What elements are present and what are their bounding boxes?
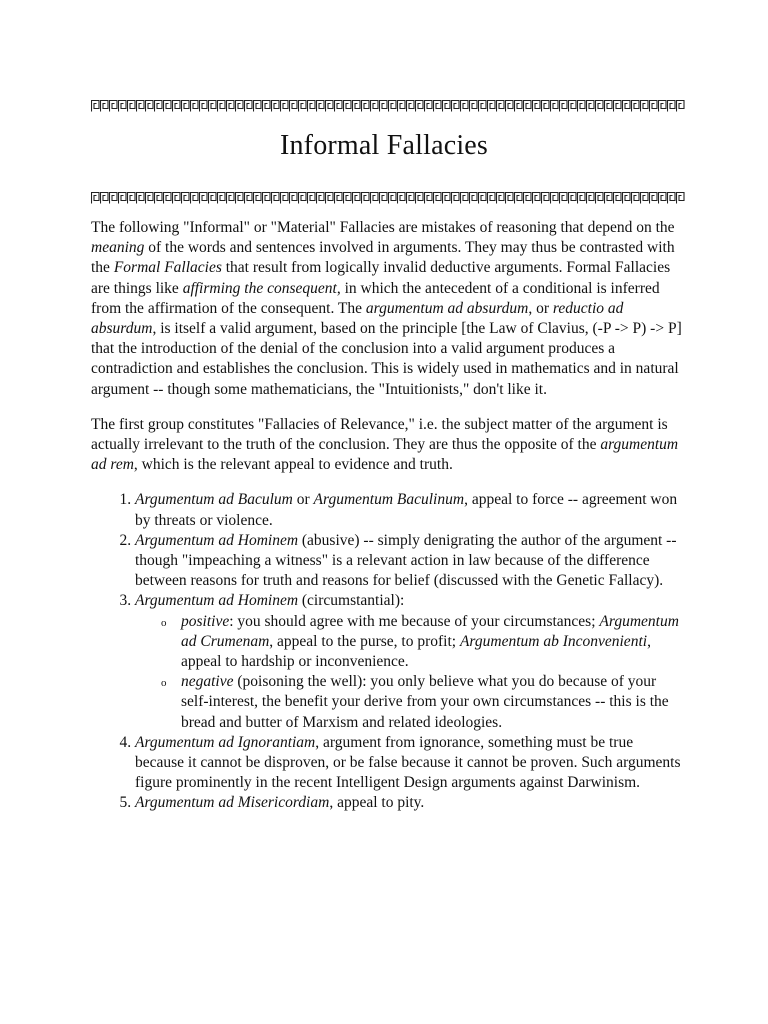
list-item: 5. Argumentum ad Misericordiam, appeal to pity. — [135, 793, 685, 813]
list-item: 1. Argumentum ad Baculum or Argumentum Baculinum, appeal to force -- agreement won by threats or violence. — [135, 490, 685, 530]
document-body — [91, 218, 685, 814]
list-item: 4. Argumentum ad Ignorantiam, argument from ignorance, something must be true because it cannot be disproven, or be false because it cannot be proven. Such arguments figure prominently in the recent Intelligent Design arguments against Darwinism. — [135, 733, 685, 794]
sub-list-item: o positive: you should agree with me because of your circumstances; Argumentum ad Crumenam, appeal to the purse, to profit; Argumentum ab Inconvenienti, appeal to hardship or inconvenience. — [181, 612, 685, 673]
greek-key-border-top — [91, 100, 685, 112]
list-item: 3. Argumentum ad Hominem (circumstantial): o positive: you should agree with me because of your circumstances; Argumentum ad Crumenam, appeal to the purse, to profit; Argumentum ab Inconvenienti, appeal to hardship or inconvenience. o negative (poisoning the well): you only believe what you do because of your self-interest, the benefit your derive from your own circumstances -- this is the bread and butter of Marxism and related ideologies. — [135, 591, 685, 732]
list-item: 2. Argumentum ad Hominem (abusive) -- simply denigrating the author of the argument -- though "impeaching a witness" is a relevant action in law because of the difference between reasons for truth and reasons for belief (discussed with the Genetic Fallacy). — [135, 531, 685, 592]
fallacy-list — [91, 490, 685, 813]
intro-paragraph: The following "Informal" or "Material" Fallacies are mistakes of reasoning that depend on the meaning of the words and sentences involved in arguments. They may thus be contrasted with the Formal Fallacies that result from logically invalid deductive arguments. Formal Fallacies are things like affirming the consequent, in which the antecedent of a conditional is inferred from the affirmation of the consequent. The argumentum ad absurdum, or reductio ad absurdum, is itself a valid argument, based on the principle [the Law of Clavius, (-P -> P) -> P] that the introduction of the denial of the conclusion into a valid argument produces a contradiction and establishes the conclusion. This is widely used in mathematics and in natural argument -- though some mathematicians, the "Intuitionists," don't like it. — [91, 219, 682, 398]
relevance-paragraph: The first group constitutes "Fallacies of Relevance," i.e. the subject matter of the argument is actually irrelevant to the truth of the conclusion. They are thus the opposite of the argumentum ad rem, which is the relevant appeal to evidence and truth. — [91, 415, 679, 474]
page-title: Informal Fallacies — [279, 130, 489, 161]
sub-list-item: o negative (poisoning the well): you only believe what you do because of your self-interest, the benefit your derive from your own circumstances -- this is the bread and butter of Marxism and related ideologies. — [181, 672, 685, 733]
greek-key-border-bottom — [91, 192, 685, 204]
sub-list — [135, 612, 685, 733]
